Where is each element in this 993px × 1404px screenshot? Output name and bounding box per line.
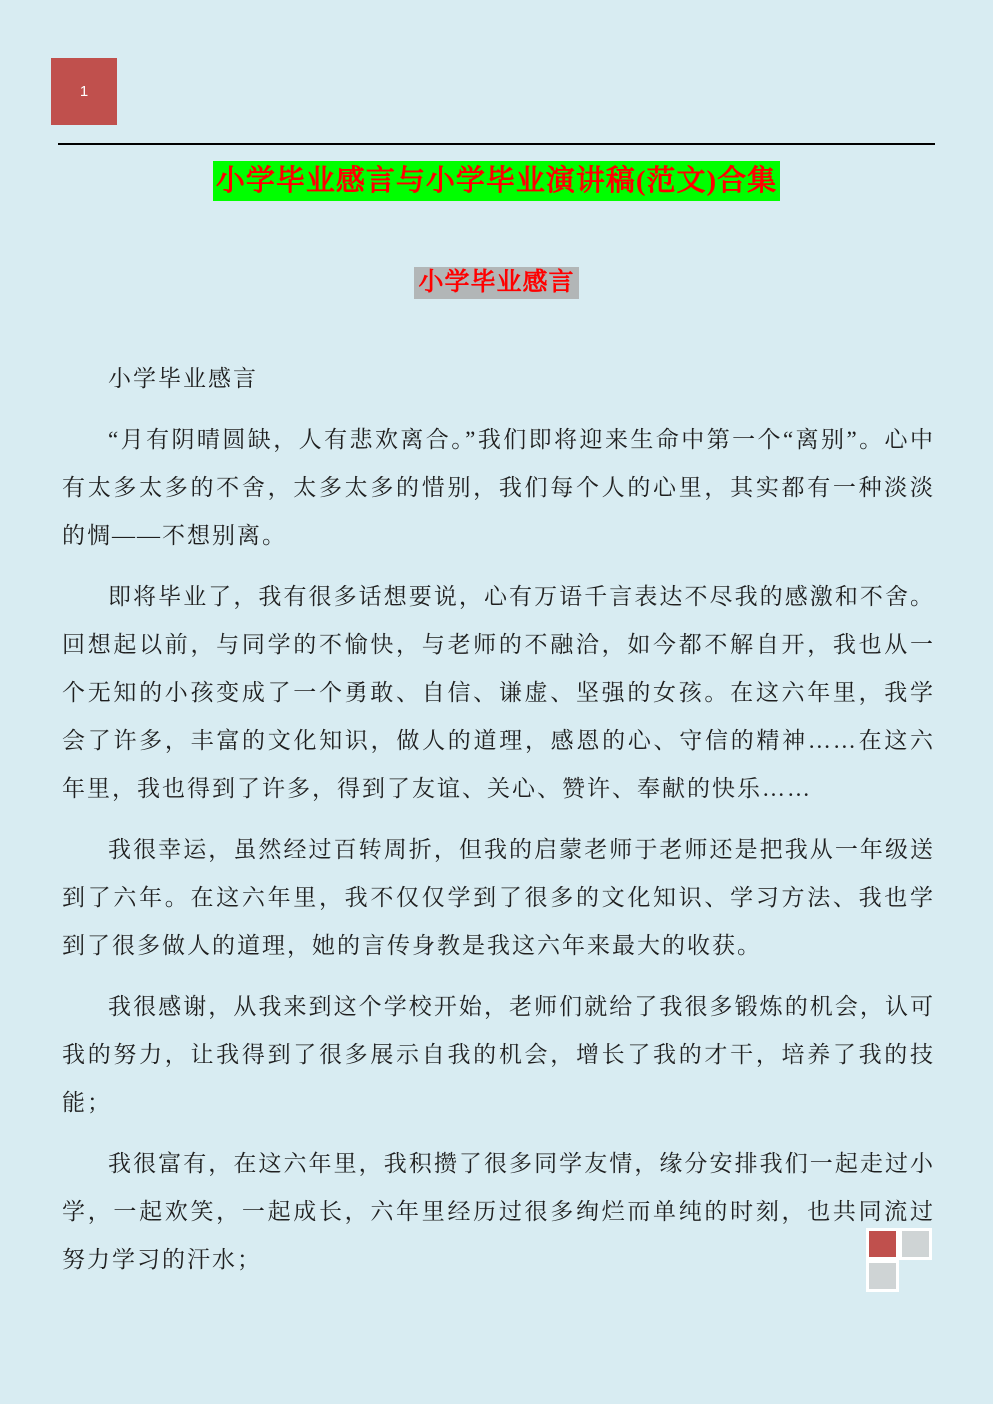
logo-square-red [866, 1228, 899, 1260]
body-paragraph: 即将毕业了，我有很多话想要说，心有万语千言表达不尽我的感激和不舍。回想起以前，与同学的不愉快，与老师的不融洽，如今都不解自开，我也从一个无知的小孩变成了一个勇敢、自信、谦虚、坚强的女孩。在这六年里，我学会了许多，丰富的文化知识，做人的道理，感恩的心、守信的精神……在这六年里，我也得到了许多，得到了友谊、关心、赞许、奉献的快乐…… [62, 584, 935, 801]
body-paragraph: 小学毕业感言 [108, 366, 258, 391]
document-body [62, 355, 935, 1297]
body-paragraph: 我很感谢，从我来到这个学校开始，老师们就给了我很多锻炼的机会，认可我的努力，让我得到了很多展示自我的机会，增长了我的才干，培养了我的技能； [62, 994, 935, 1115]
header-divider [58, 143, 935, 145]
body-paragraph: “月有阴晴圆缺，人有悲欢离合。”我们即将迎来生命中第一个“离别”。心中有太多太多的不舍，太多太多的惜别，我们每个人的心里，其实都有一种淡淡的惆——不想别离。 [62, 427, 935, 548]
document-title: 小学毕业感言与小学毕业演讲稿(范文)合集 [213, 161, 780, 201]
logo-square-gray-top [899, 1228, 932, 1260]
logo-square-gray-bottom [866, 1260, 899, 1292]
subtitle-row [0, 267, 993, 299]
publisher-logo [866, 1228, 932, 1292]
section-title: 小学毕业感言 [414, 267, 578, 299]
body-paragraph: 我很幸运，虽然经过百转周折，但我的启蒙老师于老师还是把我从一年级送到了六年。在这六年里，我不仅仅学到了很多的文化知识、学习方法、我也学到了很多做人的道理，她的言传身教是我这六年来最大的收获。 [62, 837, 935, 958]
page-number-badge [51, 58, 117, 125]
page-number: 1 [79, 83, 89, 100]
body-paragraph: 我很富有，在这六年里，我积攒了很多同学友情，缘分安排我们一起走过小学，一起欢笑，一起成长，六年里经历过很多绚烂而单纯的时刻，也共同流过努力学习的汗水； [62, 1151, 935, 1272]
title-row [0, 161, 993, 201]
